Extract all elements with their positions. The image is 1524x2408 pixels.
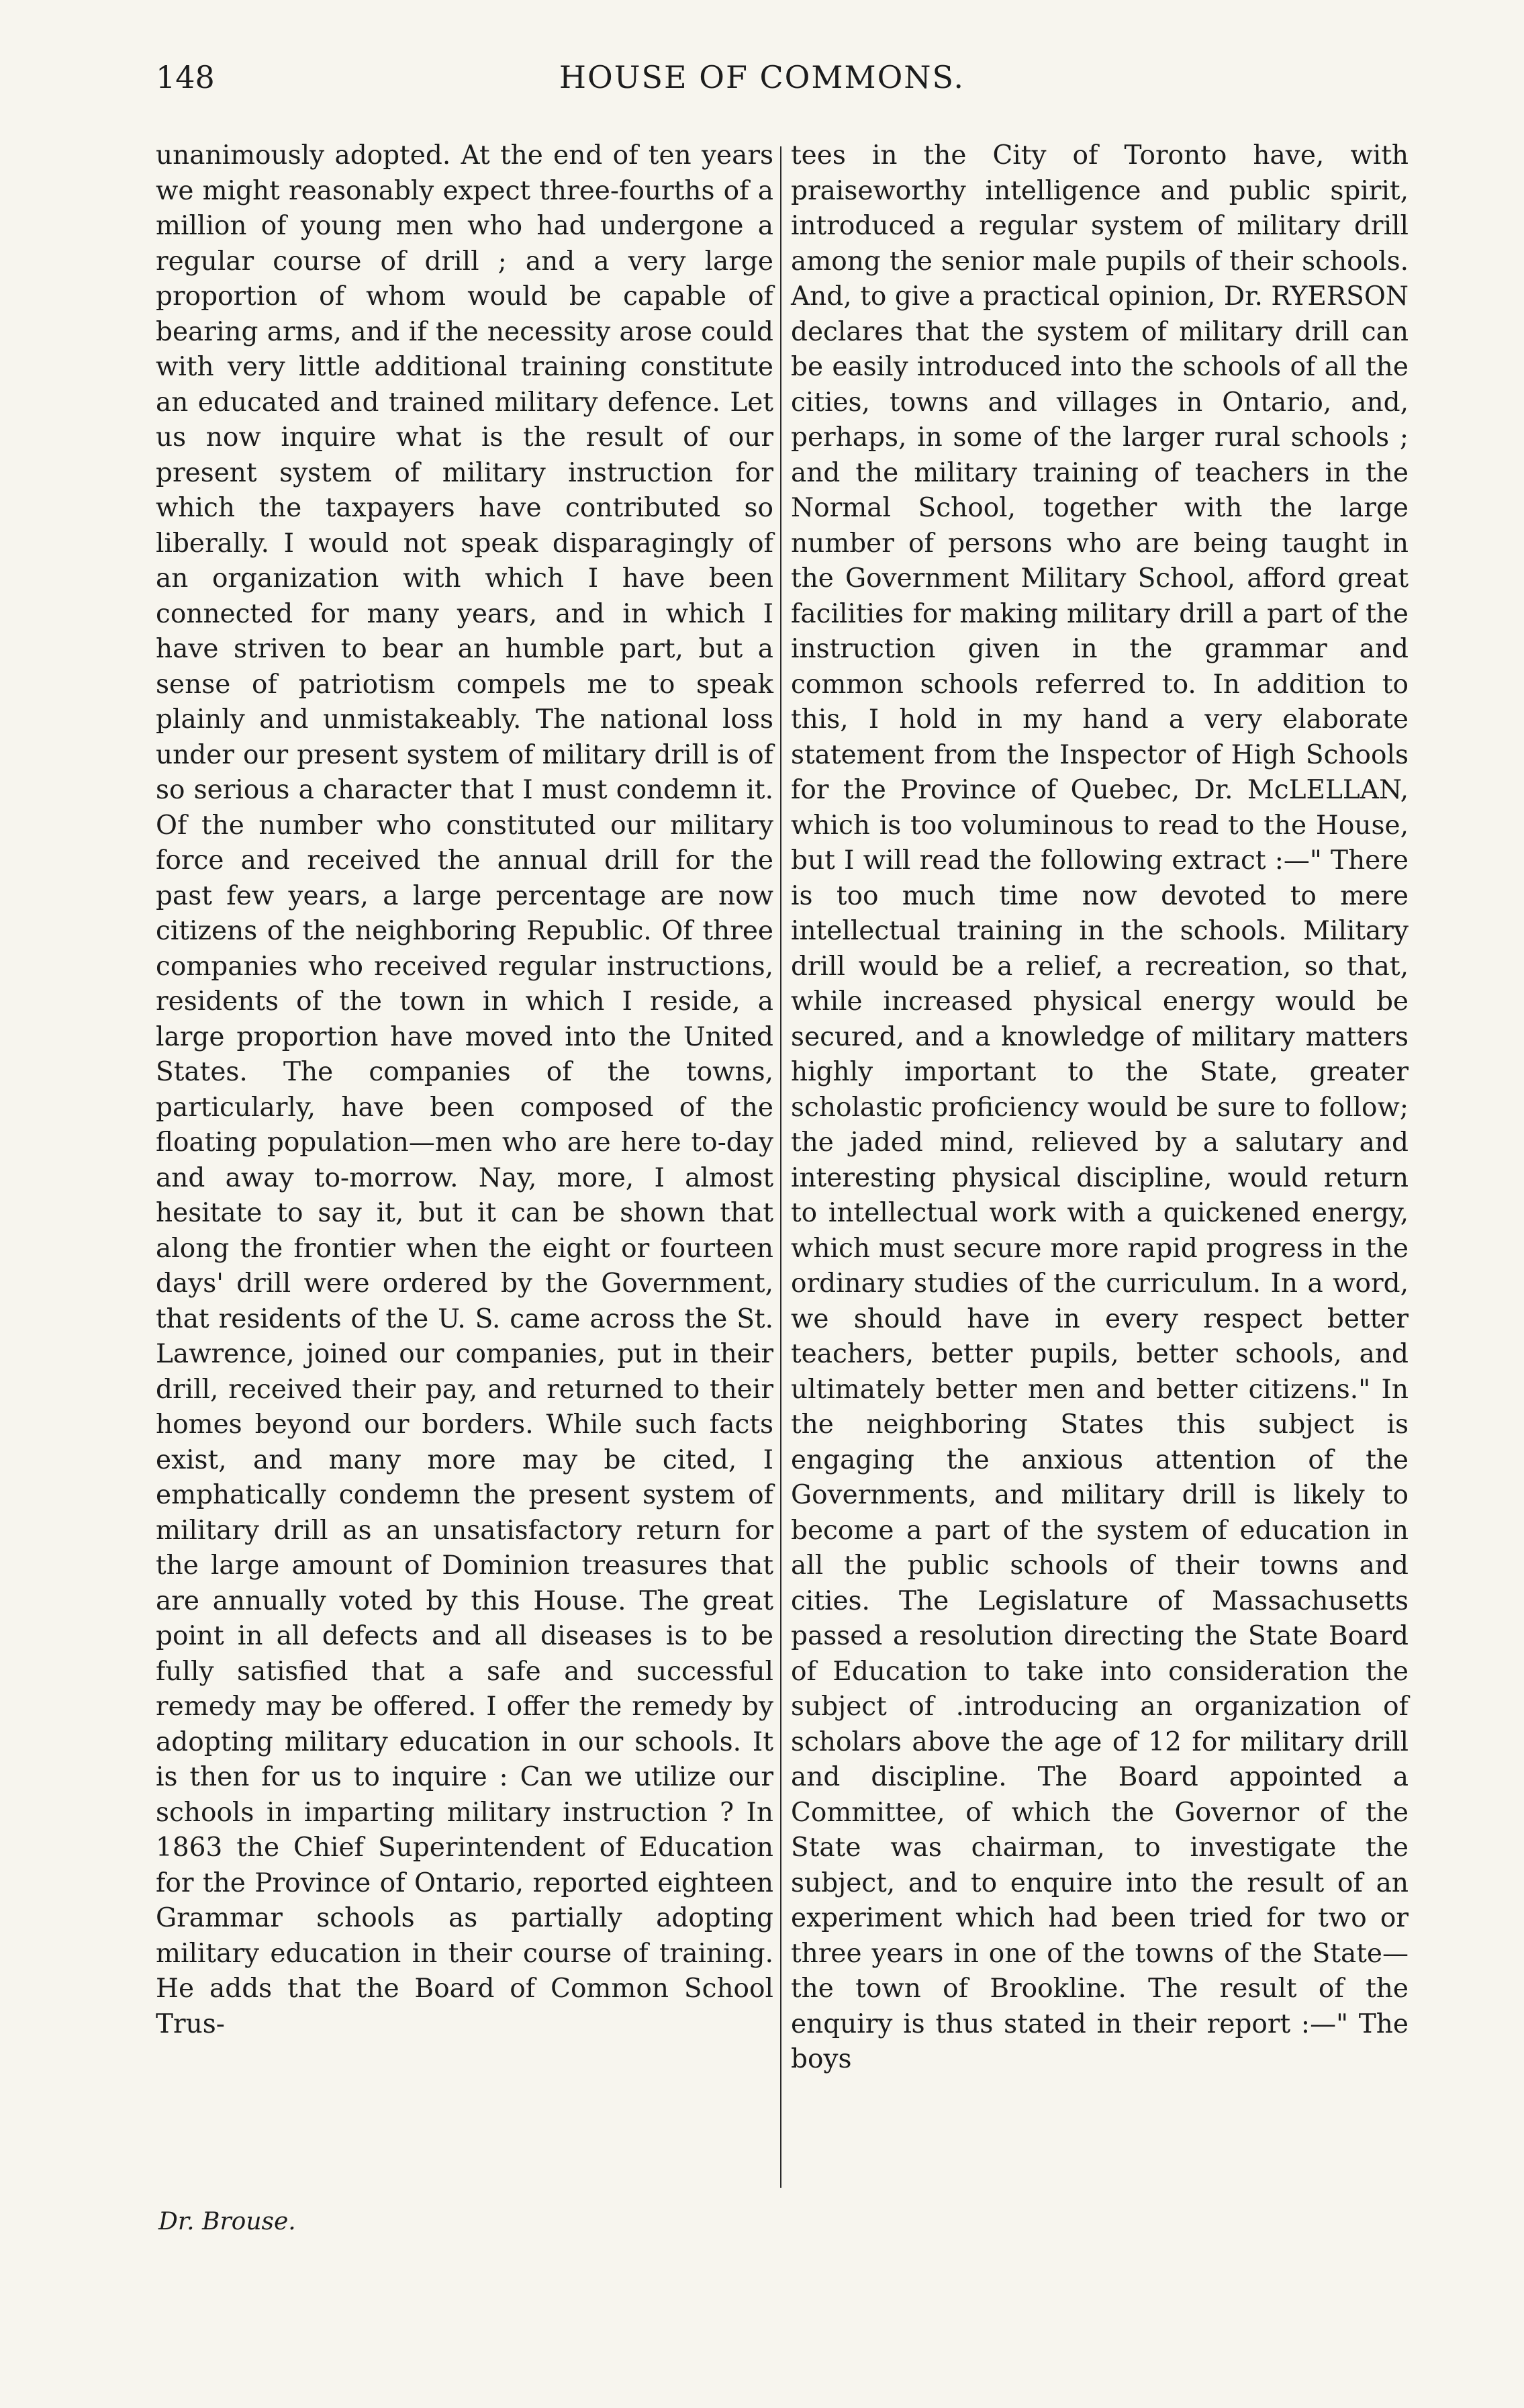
speaker-footer: Dr. Brouse. <box>158 2208 296 2235</box>
left-column <box>156 138 773 2042</box>
right-column <box>791 138 1409 2078</box>
left-column-text: unanimously adopted. At the end of ten years we might reasonably expect three-fourths of a million of young men who had undergone a regular course of drill ; and a very large proportion of whom would be capable of bearing arms, and if the necessity arose could with very little additional training constitute an educated and trained military defence. Let us now inquire what is the result of our present system of military instruction for which the taxpayers have contributed so liberally. I would not speak disparagingly of an organization with which I have been connected for many years, and in which I have striven to bear an humble part, but a sense of patriotism compels me to speak plainly and unmistakeably. The national loss under our present system of military drill is of so serious a character that I must condemn it. Of the number who constituted our military force and received the annual drill for the past few years, a large percentage are now citizens of the neighboring Republic. Of three companies who received regular instructions, residents of the town in which I reside, a large proportion have moved into the United States. The companies of the towns, particularly, have been composed of the floating population—men who are here to-day and away to-morrow. Nay, more, I almost hesitate to say it, but it can be shown that along the frontier when the eight or fourteen days' drill were ordered by the Government, that residents of the U. S. came across the St. Lawrence, joined our companies, put in their drill, received their pay, and returned to their homes beyond our borders. While such facts exist, and many more may be cited, I emphatically condemn the present system of military drill as an unsatisfactory return for the large amount of Dominion treasures that are annually voted by this House. The great point in all defects and all diseases is to be fully satisfied that a safe and successful remedy may be offered. I offer the remedy by adopting military education in our schools. It is then for us to inquire : Can we utilize our schools in imparting military instruction ? In 1863 the Chief Superintendent of Education for the Province of Ontario, reported eighteen Grammar schools as partially adopting military education in their course of training. He adds that the Board of Common School Trus- <box>156 140 773 2039</box>
right-column-text: tees in the City of Toronto have, with praiseworthy intelligence and public spirit, introduced a regular system of military drill among the senior male pupils of their schools. And, to give a practical opinion, Dr. RYERSON declares that the system of military drill can be easily introduced into the schools of all the cities, towns and villages in Ontario, and, perhaps, in some of the larger rural schools ; and the military training of teachers in the Normal School, together with the large number of persons who are being taught in the Government Military School, afford great facilities for making military drill a part of the instruction given in the grammar and common schools referred to. In addition to this, I hold in my hand a very elaborate statement from the Inspector of High Schools for the Province of Quebec, Dr. McLELLAN, which is too voluminous to read to the House, but I will read the following extract :—" There is too much time now devoted to mere intellectual training in the schools. Military drill would be a relief, a recreation, so that, while increased physical energy would be secured, and a knowledge of military matters highly important to the State, greater scholastic proficiency would be sure to follow; the jaded mind, relieved by a salutary and interesting physical discipline, would return to intellectual work with a quickened energy, which must secure more rapid progress in the ordinary studies of the curriculum. In a word, we should have in every respect better teachers, better pupils, better schools, and ultimately better men and better citizens." In the neighboring States this subject is engaging the anxious attention of the Governments, and military drill is likely to become a part of the system of education in all the public schools of their towns and cities. The Legislature of Massachusetts passed a resolution directing the State Board of Education to take into consideration the subject of .introducing an organization of scholars above the age of 12 for military drill and discipline. The Board appointed a Committee, of which the Governor of the State was chairman, to investigate the subject, and to enquire into the result of an experiment which had been tried for two or three years in one of the towns of the State—the town of Brookline. The result of the enquiry is thus stated in their report :—" The boys <box>791 140 1409 2074</box>
running-head: HOUSE OF COMMONS. <box>559 59 965 95</box>
column-divider <box>780 146 781 2188</box>
page-number: 148 <box>156 59 215 95</box>
